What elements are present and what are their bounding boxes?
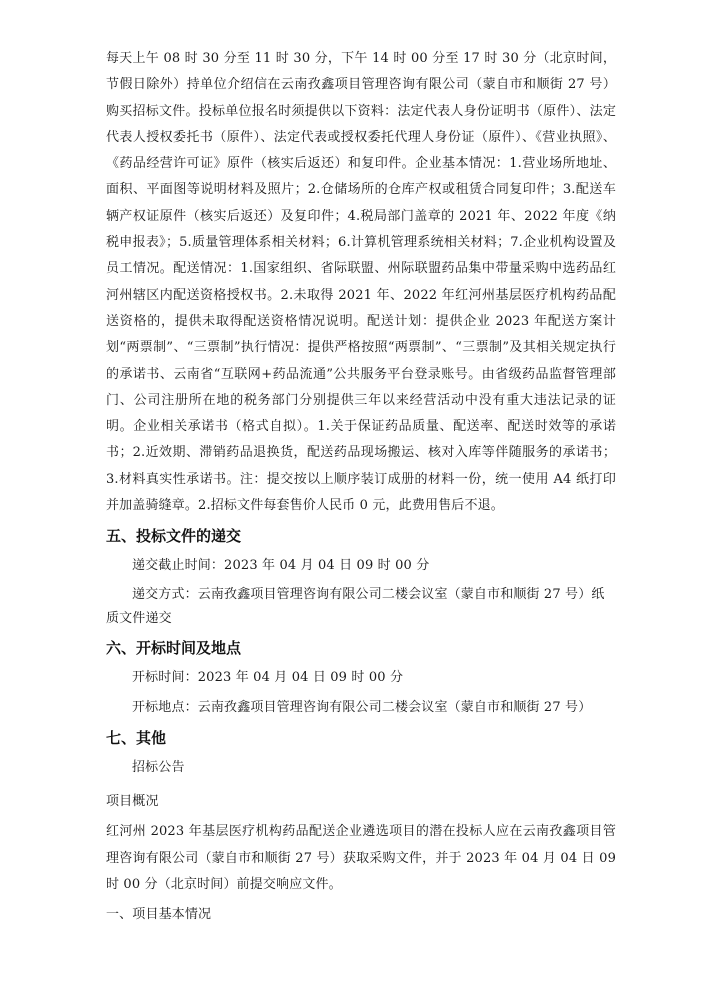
overview-text: 红河州 2023 年基层医疗机构药品配送企业遴选项目的潜在投标人应在云南孜鑫项目管理咨询有限公司（蒙自市和顺街 27 号）获取采购文件，并于 2023 年 04 月 04 日 09 时 00 分（北京时间）前提交响应文件。 — [106, 824, 616, 892]
overview-title: 项目概况 — [106, 794, 159, 810]
document-page — [106, 46, 616, 928]
section-6-heading: 六、开标时间及地点 — [106, 639, 242, 658]
basic-info-heading: 一、项目基本情况 — [106, 907, 212, 923]
submission-deadline: 递交截止时间：2023 年 04 月 04 日 09 时 00 分 — [132, 558, 430, 574]
submission-method: 递交方式：云南孜鑫项目管理咨询有限公司二楼会议室（蒙自市和顺街 27 号）纸质文件递交 — [106, 587, 605, 627]
opening-time: 开标时间：2023 年 04 月 04 日 09 时 00 分 — [132, 670, 404, 686]
section-7-heading: 七、其他 — [106, 729, 167, 748]
section-5-heading: 五、投标文件的递交 — [106, 527, 242, 546]
notice-title: 招标公告 — [132, 760, 185, 776]
opening-place: 开标地点：云南孜鑫项目管理咨询有限公司二楼会议室（蒙自市和顺街 27 号） — [132, 700, 592, 716]
bidding-requirements-paragraph: 每天上午 08 时 30 分至 11 时 30 分，下午 14 时 00 分至 17 时 30 分（北京时间，节假日除外）持单位介绍信在云南孜鑫项目管理咨询有限公司（蒙自市和顺街 27 号）购买招标文件。投标单位报名时须提供以下资料：法定代表人身份证明书（原件）、法定代表人授权委托书（原件）、法定代表或授权委托代理人身份证（原件）、《营业执照》、《药品经营许可证》原件（核实后返还）和复印件。企业基本情况：1.营业场所地址、面积、平面图等说明材料及照片；2.仓储场所的仓库产权或租赁合同复印件；3.配送车辆产权证原件（核实后返还）及复印件；4.税局部门盖章的 2021 年、2022 年度《纳税申报表》；5.质量管理体系相关材料；6.计算机管理系统相关材料；7.企业机构设置及员工情况。配送情况：1.国家组织、省际联盟、州际联盟药品集中带量采购中选药品红河州辖区内配送资格授权书。2.未取得 2021 年、2022 年红河州基层医疗机构药品配送资格的，提供未取得配送资格情况说明。配送计划：提供企业 2023 年配送方案计划“两票制”、“三票制”执行情况：提供严格按照“两票制”、“三票制”及其相关规定执行的承诺书、云南省“互联网+药品流通”公共服务平台登录账号。由省级药品监督管理部门、公司注册所在地的税务部门分别提供三年以来经营活动中没有重大违法记录的证明。企业相关承诺书（格式自拟）。1.关于保证药品质量、配送率、配送时效等的承诺书；2.近效期、滞销药品退换货，配送药品现场搬运、核对入库等伴随服务的承诺书；3.材料真实性承诺书。注：提交按以上顺序装订成册的材料一份，统一使用 A4 纸打印并加盖骑缝章。2.招标文件每套售价人民币 0 元，此费用售后不退。 — [106, 51, 616, 514]
